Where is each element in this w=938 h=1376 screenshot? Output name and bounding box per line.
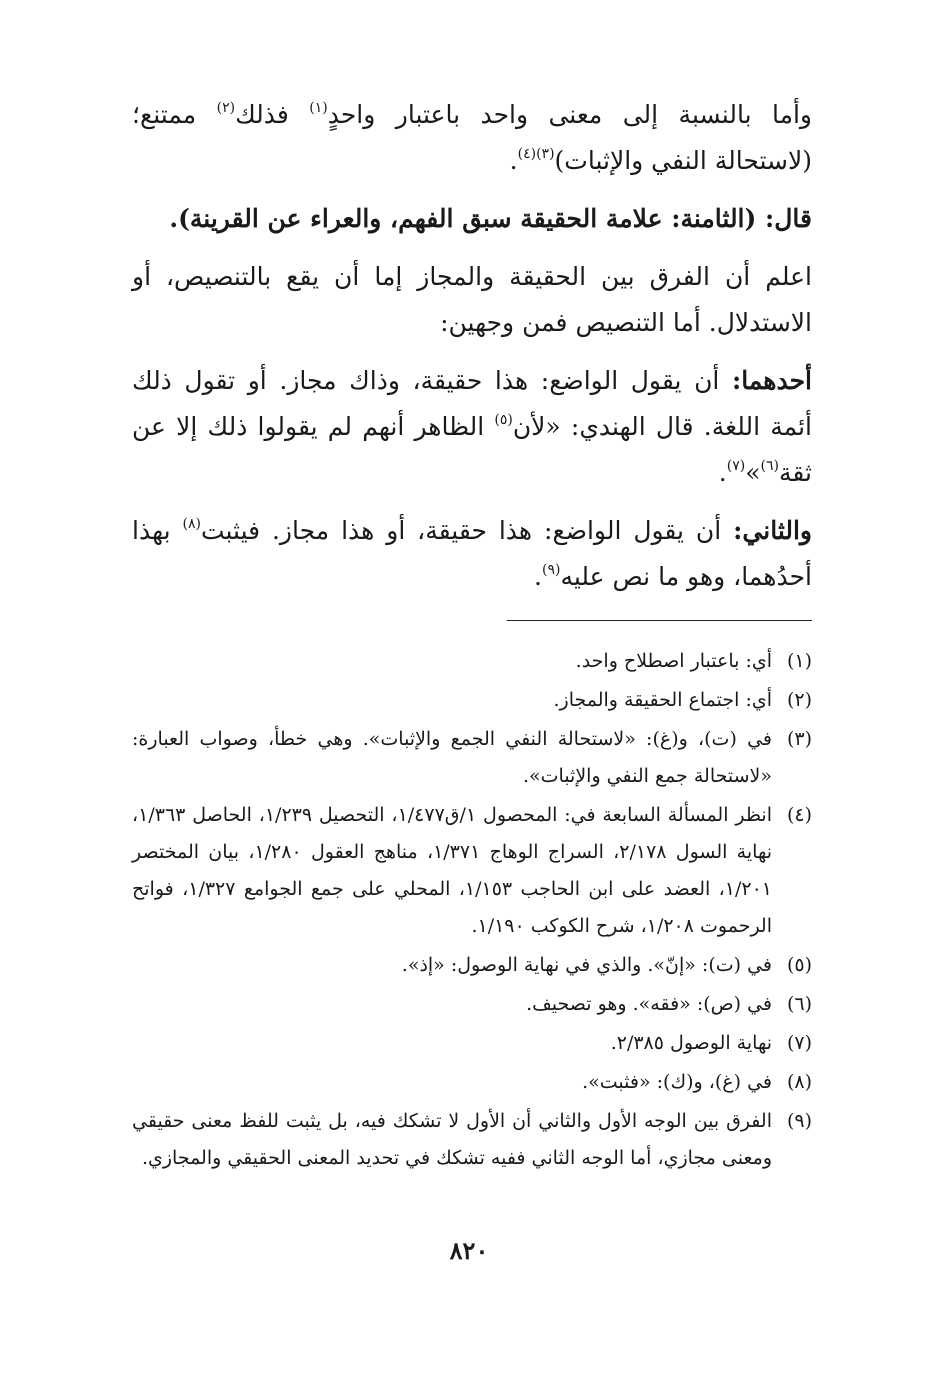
paragraph-text: الظاهر أنهم لم يقولوا ذلك إلا عن ثقة: [132, 412, 812, 487]
footnote-number: (١): [786, 650, 812, 672]
paragraph-text: .: [509, 146, 518, 175]
footnote-number: (٦): [786, 993, 812, 1015]
footnote-text: في (ت): «إنّ». والذي في نهاية الوصول: «إذ».: [401, 954, 772, 976]
paragraph-text: اعلم أن الفرق بين الحقيقة والمجاز إما أن يقع بالتنصيص، أو الاستدلال. أما التنصيص فمن وجهين:: [132, 262, 812, 337]
footnote-ref: (٩): [541, 562, 561, 578]
footnote-text: في (ت)، و(غ): «لاستحالة النفي الجمع والإثبات». وهي خطأ، وصواب العبارة: «لاستحالة جمع النفي والإثبات».: [132, 728, 772, 787]
bold-heading: أحدهما:: [731, 366, 812, 395]
main-text: [132, 92, 812, 600]
footnote-text: نهاية الوصول ٢/٣٨٥.: [610, 1032, 772, 1054]
footnote-text: في (ص): «فقه». وهو تصحيف.: [526, 993, 772, 1015]
footnote-text: انظر المسألة السابعة في: المحصول ١/ق١/٤٧٧، التحصيل ١/٢٣٩، الحاصل ١/٣٦٣، نهاية السول ٢/١٧٨، السراج الوهاج ١/٣٧١، مناهج العقول ١/٢٨٠، بيان المختصر ١/٢٠١، العضد على ابن الحاجب ١/١٥٣، المحلي على جمع الجوامع ١/٣٢٧، فواتح الرحموت ١/٢٠٨، شرح الكوكب ١/١٩٠.: [132, 804, 773, 937]
paragraph: [132, 92, 812, 184]
footnote-item: [132, 643, 812, 680]
footnote-item: [132, 986, 812, 1023]
footnote-number: (٩): [786, 1110, 812, 1132]
paragraph: [132, 254, 812, 346]
footnote-number: (٧): [786, 1032, 812, 1054]
footnote-number: (٥): [786, 954, 812, 976]
footnote-text: في (غ)، و(ك): «فثبت».: [582, 1071, 772, 1093]
paragraph: [132, 508, 812, 600]
paragraph-text: »: [745, 458, 761, 487]
bold-heading: قال: (الثامنة: علامة الحقيقة سبق الفهم، والعراء عن القرينة).: [169, 204, 812, 233]
footnote-number: (٢): [786, 689, 812, 711]
footnote-ref: (٣)(٤): [517, 146, 555, 162]
footnote-ref: (٨): [182, 516, 201, 532]
footnote-item: [132, 1064, 812, 1101]
paragraph-text: بهذا أحدُهما، وهو ما نص عليه: [132, 516, 812, 591]
paragraph-text: فذلك: [235, 100, 310, 129]
paragraph-text: أن يقول الواضع: هذا حقيقة، أو هذا مجاز. فيثبت: [200, 516, 734, 545]
paragraph: [132, 358, 812, 496]
footnote-ref: (١): [309, 100, 328, 116]
footnote-text: الفرق بين الوجه الأول والثاني أن الأول لا تشكك فيه، بل يثبت للفظ معنى حقيقي ومعنى مجازي، أما الوجه الثاني ففيه تشكك في تحديد المعنى الحقيقي والمجازي.: [132, 1110, 772, 1169]
paragraph-text: أن يقول الواضع: هذا حقيقة، وذاك مجاز. أو تقول ذلك أئمة اللغة. قال الهندي: «لأن: [132, 366, 812, 441]
footnote-ref: (٥): [494, 412, 513, 428]
footnote-number: (٣): [786, 728, 812, 750]
paragraph-text: .: [534, 562, 542, 591]
paragraph-text: ممتنع؛ (لاستحالة النفي والإثبات): [132, 100, 812, 175]
footnote-item: [132, 1103, 812, 1177]
page-number: ٨٢٠: [449, 1236, 489, 1265]
footnote-item: [132, 721, 812, 795]
paragraph: [132, 196, 812, 242]
footnote-item: [132, 682, 812, 719]
footnote-item: [132, 947, 812, 984]
footnote-ref: (٦): [760, 458, 779, 474]
footnote-text: أي: اجتماع الحقيقة والمجاز.: [553, 689, 772, 711]
footnote-ref: (٢): [216, 100, 236, 116]
footnote-ref: (٧): [726, 458, 746, 474]
paragraph-text: .: [718, 458, 727, 487]
footnote-number: (٨): [786, 1071, 812, 1093]
footnote-item: [132, 797, 812, 945]
footnote-separator: [507, 620, 812, 621]
page-body: [132, 92, 812, 1179]
bold-heading: والثاني:: [733, 516, 812, 545]
footnotes: [132, 643, 812, 1177]
footnote-number: (٤): [786, 804, 812, 826]
footnote-item: [132, 1025, 812, 1062]
paragraph-text: وأما بالنسبة إلى معنى واحد باعتبار واحدٍ: [327, 100, 812, 129]
footnote-text: أي: باعتبار اصطلاح واحد.: [575, 650, 772, 672]
